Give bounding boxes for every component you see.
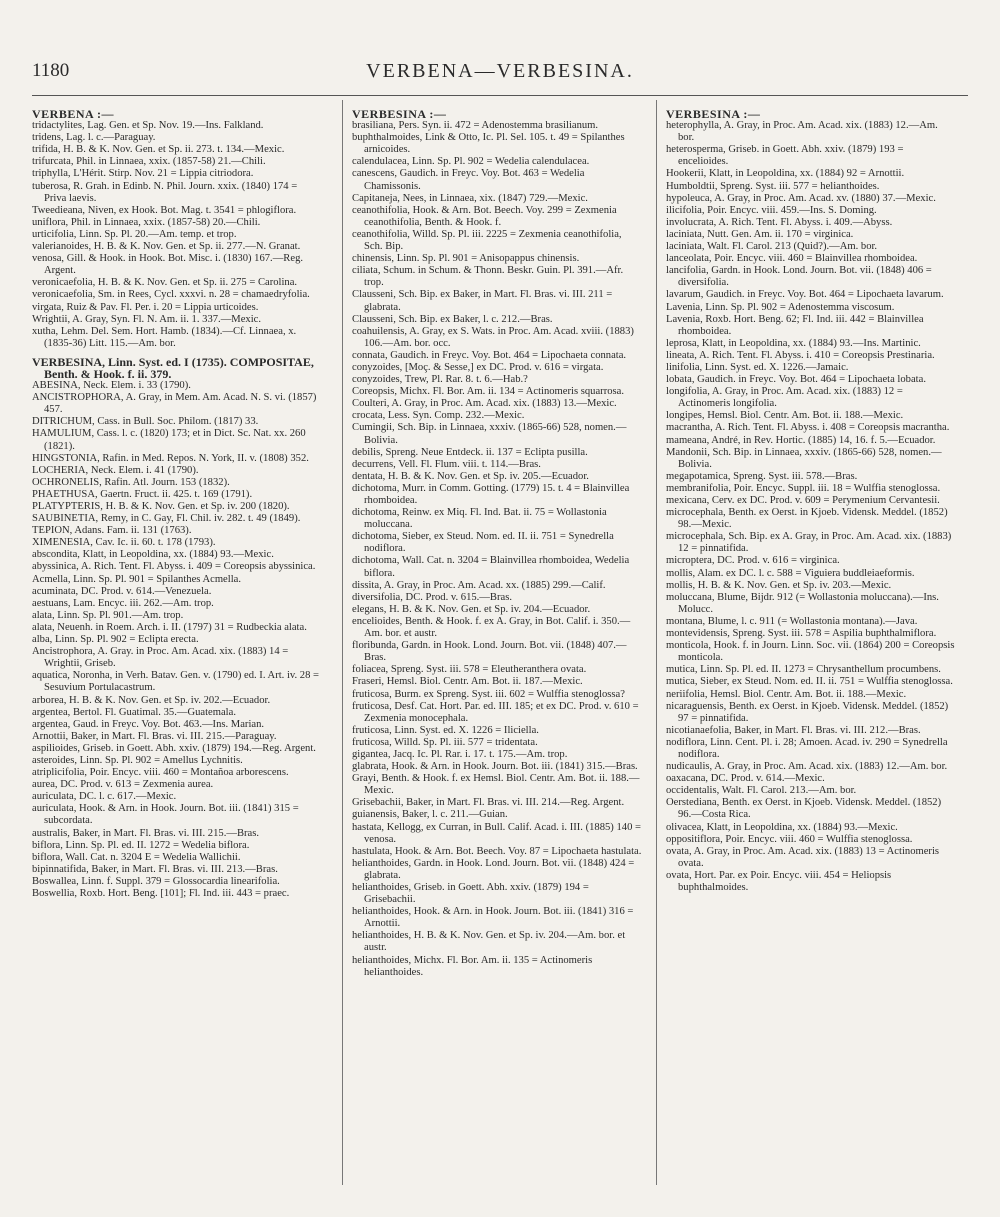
index-entry: veronicaefolia, Sm. in Rees, Cycl. xxxvi. n. 28 = chamaedryfolia. xyxy=(32,289,310,301)
index-entry: crocata, Less. Syn. Comp. 232.—Mexic. xyxy=(352,410,525,422)
column-heading: VERBESINA :— xyxy=(352,107,447,121)
index-entry: Coulteri, A. Gray, in Proc. Am. Acad. xix. (1883) 13.—Mexic. xyxy=(352,398,617,410)
index-entry: leprosa, Klatt, in Leopoldina, xx. (1884) 93.—Ins. Martinic. xyxy=(666,337,921,349)
index-entry: Cumingii, Sch. Bip. in Linnaea, xxxiv. (1865-66) 528, nomen.—Bolivia. xyxy=(352,422,627,446)
index-entry: dichotoma, Sieber, ex Steud. Nom. ed. II. ii. 751 = Synedrella nodiflora. xyxy=(352,531,614,555)
index-entry: dentata, H. B. & K. Nov. Gen. et Sp. iv. 205.—Ecuador. xyxy=(352,470,589,482)
index-entry: encelioides, Benth. & Hook. f. ex A. Gray, in Bot. Calif. i. 350.—Am. bor. et austr. xyxy=(352,615,631,640)
index-entry: alata, Linn. Sp. Pl. 901.—Am. trop. xyxy=(32,609,184,621)
index-entry: gigantea, Jacq. Ic. Pl. Rar. i. 17. t. 175.—Am. trop. xyxy=(352,748,568,760)
index-entry: lobata, Gaudich. in Freyc. Voy. Bot. 464 = Lipochaeta lobata. xyxy=(666,374,926,386)
index-entry: guianensis, Baker, l. c. 211.—Guian. xyxy=(352,809,508,821)
column-divider xyxy=(656,100,657,1185)
index-entry: Boswellia, Roxb. Hort. Beng. [101]; Fl. Ind. iii. 443 = praec. xyxy=(32,888,290,899)
index-entry: helianthoides, H. B. & K. Nov. Gen. et Sp. iv. 204.—Am. bor. et austr. xyxy=(352,930,626,954)
index-entry: Clausseni, Sch. Bip. ex Baker, in Mart. Fl. Bras. vi. III. 211 = glabrata. xyxy=(352,289,613,313)
index-entry: Coreopsis, Michx. Fl. Bor. Am. ii. 134 = Actinomeris squarrosa. xyxy=(352,386,624,398)
index-entry: fruticosa, Linn. Syst. ed. X. 1226 = Iliciella. xyxy=(352,724,539,736)
index-entry: Ancistrophora, A. Gray. in Proc. Am. Acad. xix. (1883) 14 = Wrightii, Griseb. xyxy=(32,646,289,670)
index-entry: dichotoma, Reinw. ex Miq. Fl. Ind. Bat. ii. 75 = Wollastonia moluccana. xyxy=(352,507,607,531)
index-entry: fruticosa, Willd. Sp. Pl. iii. 577 = tridentata. xyxy=(352,736,538,748)
column-2 xyxy=(352,100,642,1200)
index-entry: argentea, Bertol. Fl. Guatimal. 35.—Guatemala. xyxy=(32,706,236,718)
index-entry: Lavenia, Roxb. Hort. Beng. 62; Fl. Ind. iii. 442 = Blainvillea rhomboidea. xyxy=(666,313,924,337)
column-divider xyxy=(342,100,343,1185)
index-entry: moluccana, Blume, Bijdr. 912 (= Wollastonia moluccana).—Ins. Molucc. xyxy=(666,591,939,615)
index-entry: ceanothifolia, Willd. Sp. Pl. iii. 2225 = Zexmenia ceanothifolia, Sch. Bip. xyxy=(352,228,622,253)
index-entry: VERBESINA, Linn. Syst. ed. I (1735). COMPOSITAE, Benth. & Hook. f. ii. 379. xyxy=(32,354,314,381)
index-entry: brasiliana, Pers. Syn. ii. 472 = Adenostemma brasilianum. xyxy=(352,120,599,132)
index-entry: buphthalmoides, Link & Otto, Ic. Pl. Sel. 105. t. 49 = Spilanthes arnicoides. xyxy=(352,132,625,156)
index-entry: tridactylites, Lag. Gen. et Sp. Nov. 19.—Ins. Falkland. xyxy=(32,120,264,132)
index-entry: LOCHERIA, Neck. Elem. i. 41 (1790). xyxy=(32,464,199,476)
index-entry: elegans, H. B. & K. Nov. Gen. et Sp. iv. 204.—Ecuador. xyxy=(352,603,591,615)
index-entry: microptera, DC. Prod. v. 616 = virginica. xyxy=(666,555,840,567)
index-entry: Humboldtii, Spreng. Syst. iii. 577 = helianthoides. xyxy=(666,180,880,192)
index-entry: foliacea, Spreng. Syst. iii. 578 = Eleutheranthera ovata. xyxy=(352,664,587,676)
index-entry: PLATYPTERIS, H. B. & K. Nov. Gen. et Sp. iv. 200 (1820). xyxy=(32,501,290,512)
index-entry: triphylla, L'Hérit. Stirp. Nov. 21 = Lippia citriodora. xyxy=(32,168,254,180)
index-entry: oppositiflora, Poir. Encyc. viii. 460 = Wulffia stenoglossa. xyxy=(666,833,913,845)
index-entry: SAUBINETIA, Remy, in C. Gay, Fl. Chil. iv. 282. t. 49 (1849). xyxy=(32,513,301,525)
index-entry: mameana, André, in Rev. Hortic. (1885) 14, 16. f. 5.—Ecuador. xyxy=(666,434,936,446)
index-entry: biflora, Wall. Cat. n. 3204 E = Wedelia Wallichii. xyxy=(32,851,241,863)
index-entry: auriculata, Hook. & Arn. in Hook. Journ. Bot. iii. (1841) 315 = subcordata. xyxy=(32,803,299,827)
index-entry: megapotamica, Spreng. Syst. iii. 578.—Bras. xyxy=(666,470,858,482)
index-entry: mollis, Alam. ex DC. l. c. 588 = Viguiera buddleiaeformis. xyxy=(666,567,915,579)
index-entry: alba, Linn. Sp. Pl. 902 = Eclipta erecta. xyxy=(32,634,199,646)
index-entry: Mandonii, Sch. Bip. in Linnaea, xxxiv. (1865-66) 528, nomen.—Bolivia. xyxy=(666,446,942,470)
index-entry: debilis, Spreng. Neue Entdeck. ii. 137 = Eclipta pusilla. xyxy=(352,446,588,458)
index-entry: Boswallea, Linn. f. Suppl. 379 = Glossocardia linearifolia. xyxy=(32,875,280,887)
index-entry: oaxacana, DC. Prod. v. 614.—Mexic. xyxy=(666,773,825,785)
index-entry: Clausseni, Sch. Bip. ex Baker, l. c. 212.—Bras. xyxy=(352,313,553,325)
index-entry: conyzoides, Trew, Pl. Rar. 8. t. 6.—Hab.? xyxy=(352,374,528,386)
column-1 xyxy=(32,100,322,1200)
index-entry: laciniata, Walt. Fl. Carol. 213 (Quid?).—Am. bor. xyxy=(666,241,878,253)
index-entry: bipinnatifida, Baker, in Mart. Fl. Bras. vi. III. 213.—Bras. xyxy=(32,863,278,875)
index-entry: floribunda, Gardn. in Hook. Lond. Journ. Bot. vii. (1848) 407.—Bras. xyxy=(352,640,627,664)
index-entry: dichotoma, Wall. Cat. n. 3204 = Blainvillea rhomboidea, Wedelia biflora. xyxy=(352,555,630,579)
index-entry: olivacea, Klatt, in Leopoldina, xx. (1884) 93.—Mexic. xyxy=(666,821,898,833)
index-entry: Hookerii, Klatt, in Leopoldina, xx. (1884) 92 = Arnottii. xyxy=(666,168,905,180)
index-entry: membranifolia, Poir. Encyc. Suppl. iii. 18 = Wulffia stenoglossa. xyxy=(666,482,941,494)
column-heading: VERBENA :— xyxy=(32,107,115,121)
index-entry: decurrens, Vell. Fl. Flum. viii. t. 114.—Bras. xyxy=(352,458,541,470)
index-entry: Arnottii, Baker, in Mart. Fl. Bras. vi. III. 215.—Paraguay. xyxy=(32,730,277,742)
index-entry: macrantha, A. Rich. Tent. Fl. Abyss. i. 408 = Coreopsis macrantha. xyxy=(666,422,950,434)
index-entry: veronicaefolia, H. B. & K. Nov. Gen. et Sp. ii. 275 = Carolina. xyxy=(32,277,298,289)
index-entry: asteroides, Linn. Sp. Pl. 902 = Amellus Lychnitis. xyxy=(32,754,243,766)
index-entry: nodiflora, Linn. Cent. Pl. i. 28; Amoen. Acad. iv. 290 = Synedrella nodiflora. xyxy=(666,736,948,760)
index-entry: aquatica, Noronha, in Verh. Batav. Gen. v. (1790) ed. I. Art. iv. 28 = Sesuvium Portulacastrum. xyxy=(32,670,320,694)
index-entry: laciniata, Nutt. Gen. Am. ii. 170 = virginica. xyxy=(666,228,854,240)
index-entry: connata, Gaudich. in Freyc. Voy. Bot. 464 = Lipochaeta connata. xyxy=(352,349,627,361)
index-entry: venosa, Gill. & Hook. in Hook. Bot. Misc. i. (1830) 167.—Reg. Argent. xyxy=(32,253,304,277)
index-entry: abscondita, Klatt, in Leopoldina, xx. (1884) 93.—Mexic. xyxy=(32,549,274,561)
index-entry: valerianoides, H. B. & K. Nov. Gen. et Sp. ii. 277.—N. Granat. xyxy=(32,241,301,253)
index-entry: fruticosa, Burm. ex Spreng. Syst. iii. 602 = Wulffia stenoglossa? xyxy=(352,688,625,700)
index-entry: heterosperma, Griseb. in Goett. Abh. xxiv. (1879) 193 = encelioides. xyxy=(666,144,904,168)
index-entry: heterophylla, A. Gray, in Proc. Am. Acad. xix. (1883) 12.—Am. bor. xyxy=(666,120,938,144)
index-entry: hypoleuca, A. Gray, in Proc. Am. Acad. xv. (1880) 37.—Mexic. xyxy=(666,192,936,204)
index-entry: microcephala, Sch. Bip. ex A. Gray, in Proc. Am. Acad. xix. (1883) 12 = pinnatifida. xyxy=(666,531,952,555)
index-entry: OCHRONELIS, Rafin. Atl. Journ. 153 (1832). xyxy=(32,476,230,488)
index-entry: microcephala, Benth. ex Oerst. in Kjoeb. Vidensk. Meddel. (1852) 98.—Mexic. xyxy=(666,507,948,531)
index-entry: helianthoides, Michx. Fl. Bor. Am. ii. 135 = Actinomeris helianthoides. xyxy=(352,954,593,978)
index-entry: ANCISTROPHORA, A. Gray, in Mem. Am. Acad. N. S. vi. (1857) 457. xyxy=(32,392,317,416)
index-entry: abyssinica, A. Rich. Tent. Fl. Abyss. i. 409 = Coreopsis abyssinica. xyxy=(32,561,316,573)
index-entry: ovata, Hort. Par. ex Poir. Encyc. viii. 454 = Heliopsis buphthalmoides. xyxy=(666,869,892,893)
index-entry: trifurcata, Phil. in Linnaea, xxix. (1857-58) 21.—Chili. xyxy=(32,156,266,168)
index-entry: australis, Baker, in Mart. Fl. Bras. vi. III. 215.—Bras. xyxy=(32,827,260,839)
column-3 xyxy=(666,100,956,1200)
index-entry: Lavenia, Linn. Sp. Pl. 902 = Adenostemma viscosum. xyxy=(666,301,895,313)
index-entry: nicotianaefolia, Baker, in Mart. Fl. Bras. vi. III. 212.—Bras. xyxy=(666,724,921,736)
index-entry: coahuilensis, A. Gray, ex S. Wats. in Proc. Am. Acad. xviii. (1883) 106.—Am. bor. occ. xyxy=(352,325,634,349)
index-entry: nicaraguensis, Benth. ex Oerst. in Kjoeb. Vidensk. Meddel. (1852) 97 = pinnatifida. xyxy=(666,700,949,724)
index-entry: monticola, Hook. f. in Journ. Linn. Soc. vii. (1864) 200 = Coreopsis monticola. xyxy=(666,640,955,664)
index-entry: HAMULIUM, Cass. l. c. (1820) 173; et in Dict. Sc. Nat. xx. 260 (1821). xyxy=(32,428,306,452)
index-entry: neriifolia, Hemsl. Biol. Centr. Am. Bot. ii. 188.—Mexic. xyxy=(666,688,907,700)
index-entry: dissita, A. Gray, in Proc. Am. Acad. xx. (1885) 299.—Calif. xyxy=(352,579,606,591)
index-entry: longipes, Hemsl. Biol. Centr. Am. Bot. ii. 188.—Mexic. xyxy=(666,410,904,422)
column-heading: VERBESINA :— xyxy=(666,107,761,121)
index-entry: aurea, DC. Prod. v. 613 = Zexmenia aurea. xyxy=(32,779,214,791)
index-entry: helianthoides, Gardn. in Hook. Lond. Journ. Bot. vii. (1848) 424 = glabrata. xyxy=(352,857,635,881)
index-entry: ciliata, Schum. in Schum. & Thonn. Beskr. Guin. Pl. 391.—Afr. trop. xyxy=(352,265,624,289)
index-entry: mutica, Linn. Sp. Pl. ed. II. 1273 = Chrysanthellum procumbens. xyxy=(666,664,941,676)
page-number: 1180 xyxy=(32,60,70,81)
index-entry: Fraseri, Hemsl. Biol. Centr. Am. Bot. ii. 187.—Mexic. xyxy=(352,676,583,688)
index-entry: argentea, Gaud. in Freyc. Voy. Bot. 463.—Ins. Marian. xyxy=(32,718,265,730)
index-entry: tridens, Lag. l. c.—Paraguay. xyxy=(32,132,156,144)
index-entry: lancifolia, Gardn. in Hook. Lond. Journ. Bot. vii. (1848) 406 = diversifolia. xyxy=(666,265,932,289)
index-entry: occidentalis, Walt. Fl. Carol. 213.—Am. bor. xyxy=(666,785,857,797)
index-entry: hastulata, Hook. & Arn. Bot. Beech. Voy. 87 = Lipochaeta hastulata. xyxy=(352,845,642,857)
index-entry: involucrata, A. Rich. Tent. Fl. Abyss. i. 409.—Abyss. xyxy=(666,216,893,228)
index-entry: glabrata, Hook. & Arn. in Hook. Journ. Bot. iii. (1841) 315.—Bras. xyxy=(352,761,638,773)
index-entry: xutha, Lehm. Del. Sem. Hort. Hamb. (1834).—Cf. Linnaea, x. (1835-36) Litt. 115.—Am. bor. xyxy=(32,325,297,349)
index-entry: ceanothifolia, Hook. & Arn. Bot. Beech. Voy. 299 = Zexmenia ceanothifolia, Benth. & Hook. f. xyxy=(352,204,617,228)
index-entry: aspilioides, Griseb. in Goett. Abh. xxiv. (1879) 194.—Reg. Argent. xyxy=(32,742,316,754)
index-entry: XIMENESIA, Cav. Ic. ii. 60. t. 178 (1793). xyxy=(32,537,216,549)
index-entry: hastata, Kellogg, ex Curran, in Bull. Calif. Acad. i. III. (1885) 140 = venosa. xyxy=(352,821,642,845)
index-entry: calendulacea, Linn. Sp. Pl. 902 = Wedelia calendulacea. xyxy=(352,156,590,168)
index-entry: lanceolata, Poir. Encyc. viii. 460 = Blainvillea rhomboidea. xyxy=(666,253,918,265)
header-rule xyxy=(32,95,968,96)
index-entry: Oerstediana, Benth. ex Oerst. in Kjoeb. Vidensk. Meddel. (1852) 96.—Costa Rica. xyxy=(666,797,942,821)
entry-list xyxy=(666,120,956,894)
index-entry: Tweedieana, Niven, ex Hook. Bot. Mag. t. 3541 = phlogiflora. xyxy=(32,204,297,216)
index-entry: mutica, Sieber, ex Steud. Nom. ed. II. ii. 751 = Wulffia stenoglossa. xyxy=(666,676,953,688)
entry-list xyxy=(352,120,642,979)
index-entry: Grisebachii, Baker, in Mart. Fl. Bras. vi. III. 214.—Reg. Argent. xyxy=(352,797,625,809)
index-entry: canescens, Gaudich. in Freyc. Voy. Bot. 463 = Wedelia Chamissonis. xyxy=(352,168,585,192)
index-entry: helianthoides, Griseb. in Goett. Abh. xxiv. (1879) 194 = Grisebachii. xyxy=(352,882,589,906)
index-entry: TEPION, Adans. Fam. ii. 131 (1763). xyxy=(32,525,192,537)
index-entry: uniflora, Phil. in Linnaea, xxix. (1857-58) 20.—Chili. xyxy=(32,216,261,228)
index-entry: mexicana, Cerv. ex DC. Prod. v. 609 = Perymenium Cervantesii. xyxy=(666,495,940,506)
entry-list xyxy=(32,120,322,900)
index-entry: arborea, H. B. & K. Nov. Gen. et Sp. iv. 202.—Ecuador. xyxy=(32,694,271,706)
index-entry: trifida, H. B. & K. Nov. Gen. et Sp. ii. 273. t. 134.—Mexic. xyxy=(32,144,285,156)
index-entry: Wrightii, A. Gray, Syn. Fl. N. Am. ii. 1. 337.—Mexic. xyxy=(32,313,262,325)
index-entry: atriplicifolia, Poir. Encyc. viii. 460 = Montañoa arborescens. xyxy=(32,767,289,779)
page-header xyxy=(32,60,968,88)
index-entry: linifolia, Linn. Syst. ed. X. 1226.—Jamaic. xyxy=(666,361,849,373)
index-entry: tuberosa, R. Grah. in Edinb. N. Phil. Journ. xxix. (1840) 174 = Priva laevis. xyxy=(32,180,298,204)
index-entry: Grayi, Benth. & Hook. f. ex Hemsl. Biol. Centr. Am. Bot. ii. 188.—Mexic. xyxy=(352,773,640,797)
index-entry: conyzoides, [Moç. & Sesse,] ex DC. Prod. v. 616 = virgata. xyxy=(352,361,604,373)
index-entry: dichotoma, Murr. in Comm. Gotting. (1779) 15. t. 4 = Blainvillea rhomboidea. xyxy=(352,482,630,506)
index-entry: ovata, A. Gray, in Proc. Am. Acad. xix. (1883) 13 = Actinomeris ovata. xyxy=(666,845,940,869)
index-entry: auriculata, DC. l. c. 617.—Mexic. xyxy=(32,791,177,803)
index-entry: DITRICHUM, Cass. in Bull. Soc. Philom. (1817) 33. xyxy=(32,416,259,428)
index-entry: chinensis, Linn. Sp. Pl. 901 = Anisopappus chinensis. xyxy=(352,253,580,265)
index-entry: PHAETHUSA, Gaertn. Fruct. ii. 425. t. 169 (1791). xyxy=(32,488,253,500)
index-entry: fruticosa, Desf. Cat. Hort. Par. ed. III. 185; et ex DC. Prod. v. 610 = Zexmenia monocephala. xyxy=(352,700,639,724)
index-entry: nudicaulis, A. Gray, in Proc. Am. Acad. xix. (1883) 12.—Am. bor. xyxy=(666,761,948,773)
index-entry: diversifolia, DC. Prod. v. 615.—Bras. xyxy=(352,591,512,603)
index-entry: lavarum, Gaudich. in Freyc. Voy. Bot. 464 = Lipochaeta lavarum. xyxy=(666,289,944,301)
index-entry: montevidensis, Spreng. Syst. iii. 578 = Aspilia buphthalmiflora. xyxy=(666,628,937,640)
index-entry: urticifolia, Linn. Sp. Pl. 20.—Am. temp. et trop. xyxy=(32,228,237,240)
index-entry: virgata, Ruiz & Pav. Fl. Per. i. 20 = Lippia urticoides. xyxy=(32,301,259,313)
index-entry: ilicifolia, Poir. Encyc. viii. 459.—Ins. S. Doming. xyxy=(666,204,877,216)
index-entry: lineata, A. Rich. Tent. Fl. Abyss. i. 410 = Coreopsis Prestinaria. xyxy=(666,349,935,361)
index-entry: HINGSTONIA, Rafin. in Med. Repos. N. York, II. v. (1808) 352. xyxy=(32,452,309,464)
index-entry: ABESINA, Neck. Elem. i. 33 (1790). xyxy=(32,380,191,392)
index-entry: mollis, H. B. & K. Nov. Gen. et Sp. iv. 203.—Mexic. xyxy=(666,579,892,591)
index-entry: longifolia, A. Gray, in Proc. Am. Acad. xix. (1883) 12 = Actinomeris longifolia. xyxy=(666,386,903,410)
index-entry: biflora, Linn. Sp. Pl. ed. II. 1272 = Wedelia biflora. xyxy=(32,839,250,851)
index-entry: aestuans, Lam. Encyc. iii. 262.—Am. trop. xyxy=(32,597,214,609)
index-entry: Capitaneja, Nees, in Linnaea, xix. (1847) 729.—Mexic. xyxy=(352,192,588,204)
index-entry: alata, Neuenh. in Roem. Arch. i. II. (1797) 31 = Rudbeckia alata. xyxy=(32,621,307,633)
index-entry: acuminata, DC. Prod. v. 614.—Venezuela. xyxy=(32,585,212,597)
running-head: VERBENA—VERBESINA. xyxy=(366,60,634,82)
index-entry: montana, Blume, l. c. 911 (= Wollastonia montana).—Java. xyxy=(666,615,918,627)
index-entry: Acmella, Linn. Sp. Pl. 901 = Spilanthes Acmella. xyxy=(32,573,241,585)
index-entry: helianthoides, Hook. & Arn. in Hook. Journ. Bot. iii. (1841) 316 = Arnottii. xyxy=(352,906,634,930)
